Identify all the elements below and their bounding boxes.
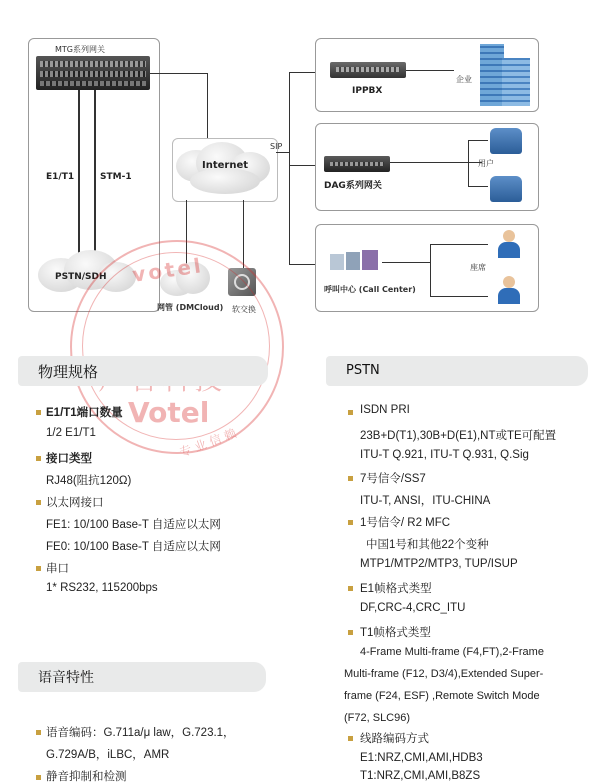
pstn-header [326,356,588,386]
e1t1-link-label: E1/T1 [46,172,75,182]
dag-label: DAG系列网关 [324,181,382,191]
spec-item-line: FE0: 10/100 Base-T 自适应以太网 [46,541,221,553]
pstn-item-line: DF,CRC-4,CRC_ITU [360,602,466,614]
spec-item-line: 1/2 E1/T1 [46,427,96,439]
watermark-ring-text: 专 业 信 赖 [177,426,239,460]
pstn-item-line: frame (F24, ESF) ,Remote Switch Mode [344,690,540,702]
spec-item-line: FE1: 10/100 Base-T 自适应以太网 [46,519,221,531]
voice-item-head: 静音抑制和检测 [46,771,127,783]
pstn-item-line: MTP1/MTP2/MTP3, TUP/ISUP [360,558,518,570]
pstn-item-line: ITU-T, ANSI，ITU-CHINA [360,495,491,507]
voice-item-line: G.729A/B，iLBC，AMR [46,749,170,761]
pstn-item-line: 23B+D(T1),30B+D(E1),NT或TE可配置 [360,430,557,442]
pstn-item-head: 1号信令/ R2 MFC [360,517,451,529]
pstn-item-head: 7号信令/SS7 [360,473,426,485]
pstn-item-line: ITU-T Q.921, ITU-T Q.931, Q.Sig [360,449,529,461]
pstn-item-line: 4-Frame Multi-frame (F4,FT),2-Frame [360,646,544,658]
spec-item-line: RJ48(阻抗120Ω) [46,475,132,487]
enterprise-label: 企业 [456,75,472,84]
seat-label: 座席 [470,263,486,272]
pstn-title: PSTN [346,363,380,378]
pstn-item-line: Multi-frame (F12, D3/4),Extended Super- [344,668,544,680]
pstn-item-head: ISDN PRI [360,404,410,416]
mtg-device-icon [36,56,150,90]
spec-item-head: E1/T1端口数量 [46,407,123,419]
pstn-item-line: (F72, SLC96) [344,712,411,724]
internet-label: Internet [202,160,249,171]
spec-item-head: 以太网接口 [46,497,104,509]
pstn-item-line: 中国1号和其他22个变种 [366,539,489,551]
dag-device-icon [324,156,390,172]
voice-item-head: 语音编码：G.711a/μ law，G.723.1， [46,727,235,739]
phone-icon [490,176,522,202]
mtg-label: MTG系列网关 [55,45,105,54]
pstn-item-line: T1:NRZ,CMI,AMI,B8ZS [360,770,481,782]
stm1-link-label: STM-1 [100,172,132,182]
server-icon [330,250,380,272]
watermark-brand-large: Votel [128,396,210,429]
agent-icon [496,276,522,306]
voice-feature-title: 语音特性 [38,670,94,686]
physical-spec-header [18,356,268,386]
pstn-item-line: E1:NRZ,CMI,AMI,HDB3 [360,752,483,764]
spec-item-line: 1* RS232, 115200bps [46,582,158,594]
sip-label: SIP [270,142,283,151]
spec-item-head: 接口类型 [46,453,92,465]
ippbx-label: IPPBX [352,86,383,96]
ippbx-device-icon [330,62,406,78]
dmcloud-label: 网管 (DMCloud) [157,303,224,312]
agent-icon [496,230,522,260]
watermark-brand-small: votel [130,253,206,287]
pstn-item-head: T1帧格式类型 [360,627,431,639]
phone-icon [490,128,522,154]
physical-spec-title: 物理规格 [38,363,99,381]
spec-item-head: 串口 [46,563,69,575]
callcenter-label: 呼叫中心 (Call Center) [324,285,416,294]
softswitch-label: 软交换 [232,305,256,314]
user-label: 用户 [478,159,494,168]
pstn-item-head: E1帧格式类型 [360,583,432,595]
voice-feature-header [18,662,266,692]
pstn-item-head: 线路编码方式 [360,733,429,745]
pstn-sdh-label: PSTN/SDH [55,272,107,282]
